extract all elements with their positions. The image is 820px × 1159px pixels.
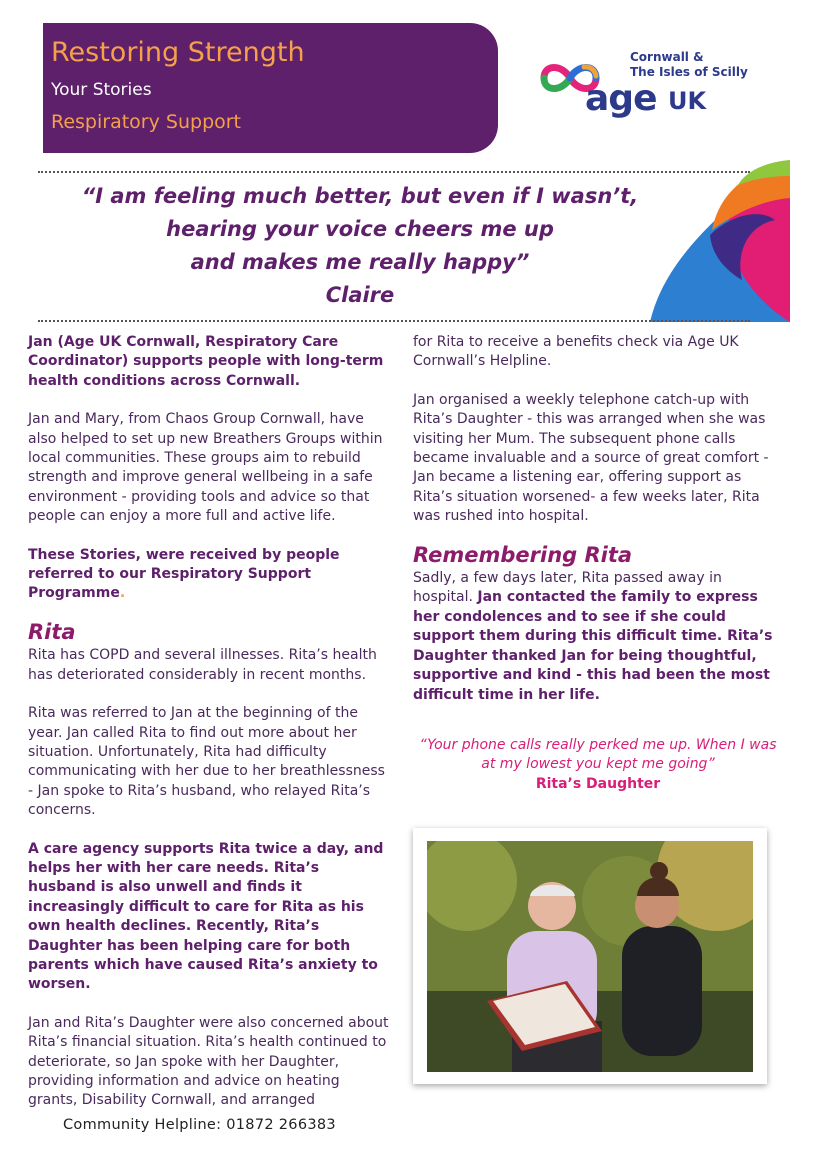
- rita-paragraph-4: Jan and Rita’s Daughter were also concerned about Rita’s financial situation. Rita’s health continued to deteriorate, so Jan spoke with her Daughter, providing information and advice on heating grants, Disability Cornwall, and arranged: [28, 1014, 389, 1109]
- daughter-quote-line-2: at my lowest you kept me going”: [481, 756, 715, 773]
- decorative-swirl-graphic: [650, 160, 790, 322]
- logo-word-uk: UK: [668, 87, 707, 115]
- logo-org-line2: The Isles of Scilly: [630, 65, 748, 79]
- daughter-quote: [413, 736, 783, 775]
- logo-org-name: [630, 50, 748, 80]
- intro-paragraph: Jan (Age UK Cornwall, Respiratory Care Coordinator) supports people with long-term health conditions across Cornwall.: [28, 334, 384, 389]
- rita-heading: Rita: [28, 619, 76, 644]
- divider-bottom: [38, 320, 750, 322]
- daughter-quote-line-1: “Your phone calls really perked me up. When I was: [419, 736, 777, 753]
- left-column: [28, 333, 390, 1130]
- quote-line-1: “I am feeling much better, but even if I wasn’t,: [81, 184, 639, 208]
- quote-author: Claire: [325, 283, 395, 307]
- photo-frame: [413, 828, 767, 1084]
- remembering-paragraph: [413, 569, 783, 705]
- community-helpline: Community Helpline: 01872 266383: [63, 1117, 336, 1133]
- stories-note: [28, 546, 390, 604]
- breathers-paragraph: Jan and Mary, from Chaos Group Cornwall, have also helped to set up new Breathers Groups within local communities. These groups aim to rebuild strength and improve general wellbeing in a safe environment - providing tools and advice so that people can enjoy a more full and active life.: [28, 411, 383, 525]
- divider-top: [38, 171, 750, 173]
- page-title: Restoring Strength: [51, 37, 305, 68]
- remembering-bold: Jan contacted the family to express her condolences and to see if she could support them during this difficult time. Rita’s Daughter thanked Jan for being thoughtful, supportive and kind - this had been the most difficult time in her life.: [413, 589, 773, 703]
- carer-and-man-photo: [427, 841, 753, 1072]
- quote-line-2: hearing your voice cheers me up: [166, 217, 554, 241]
- stories-note-dot: .: [119, 585, 126, 602]
- remembering-plain: Sadly, a few days later, Rita passed away in hospital.: [413, 570, 722, 606]
- continued-paragraph: for Rita to receive a benefits check via Age UK Cornwall’s Helpline.: [413, 334, 739, 370]
- rita-paragraph-1: Rita has COPD and several illnesses. Rita’s health has deteriorated considerably in recent months.: [28, 647, 377, 683]
- right-column: [413, 333, 783, 794]
- header-banner: [43, 23, 498, 153]
- section-title: Respiratory Support: [51, 111, 242, 133]
- page-subtitle: Your Stories: [51, 80, 152, 100]
- logo-word-age: age: [585, 78, 657, 119]
- quote-line-3: and makes me really happy”: [190, 250, 530, 274]
- logo-org-line1: Cornwall &: [630, 50, 704, 64]
- age-uk-logo: [540, 50, 760, 130]
- photo-illustration: [427, 841, 753, 1072]
- remembering-rita-heading: Remembering Rita: [413, 542, 633, 567]
- featured-quote: [40, 180, 680, 312]
- rita-paragraph-2: Rita was referred to Jan at the beginning of the year. Jan called Rita to find out more about her situation. Unfortunately, Rita had difficulty communicating with her due to her breathlessness - Jan spoke to Rita’s husband, who relayed Rita’s concerns.: [28, 705, 385, 819]
- catch-up-paragraph: Jan organised a weekly telephone catch-up with Rita’s Daughter - this was arranged when she was visiting her Mum. The subsequent phone calls became invaluable and a source of great comfort - Jan became a listening ear, offering support as Rita’s situation worsened- a few weeks later, Rita was rushed into hospital.: [413, 391, 769, 525]
- rita-paragraph-3: A care agency supports Rita twice a day, and helps her with her care needs. Rita’s husband is also unwell and finds it increasingly difficult to care for Rita as his own health declines. Recently, Rita’s Daughter has been helping care for both parents which have caused Rita’s anxiety to worsen.: [28, 840, 384, 993]
- stories-note-text: These Stories, were received by people referred to our Respiratory Support Programme: [28, 546, 340, 602]
- daughter-quote-author: Rita’s Daughter: [535, 775, 661, 792]
